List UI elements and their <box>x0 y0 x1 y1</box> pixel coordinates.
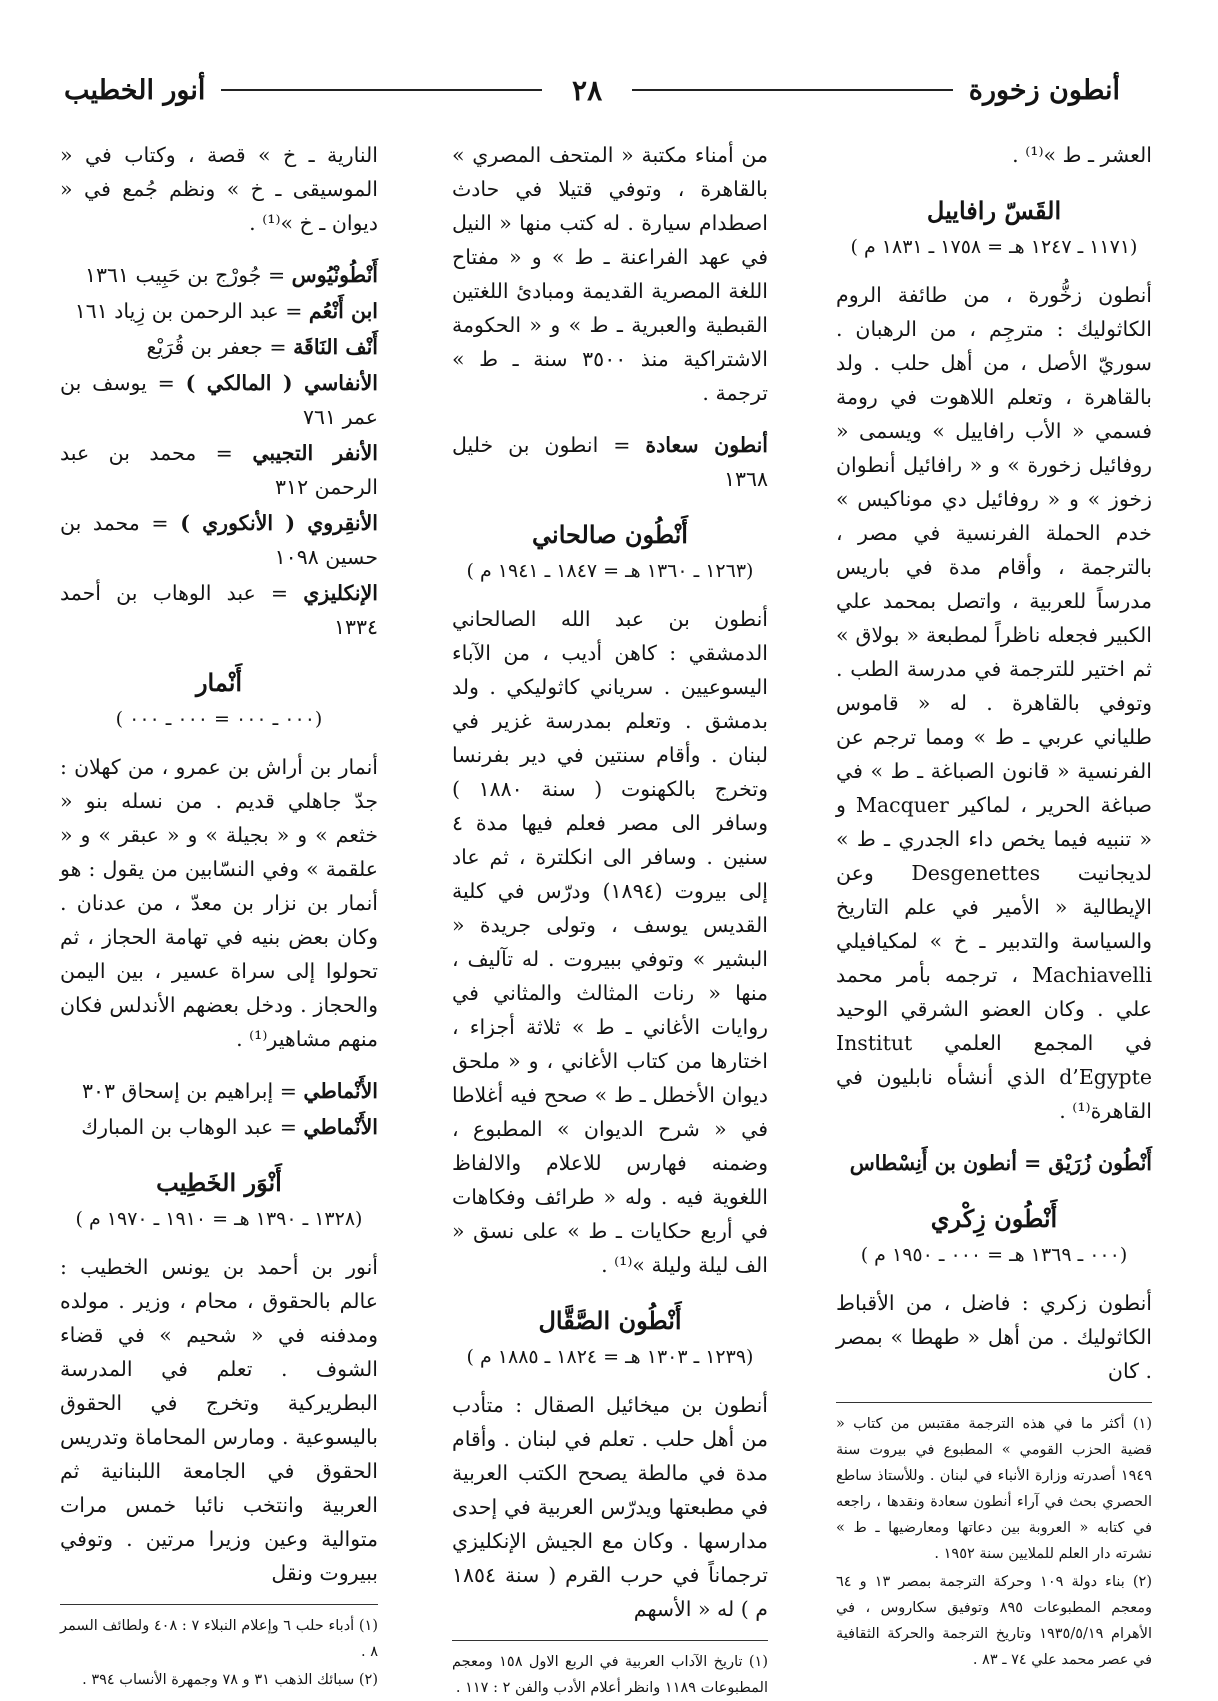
running-header <box>64 70 1120 110</box>
header-rule-left <box>221 89 542 91</box>
cross-reference: ابن أَنْعُم = عبد الرحمن بن زِياد ١٦١ <box>74 299 378 323</box>
column-left <box>60 138 378 1688</box>
cross-reference: أَنْطُونْيُوس = جُورْج بن حَبِيب ١٣٦١ <box>84 263 378 287</box>
cross-reference: الأنفر التجيبي = محمد بن عبد الرحمن ٣١٢ <box>60 441 378 499</box>
carryover-text: العشر ـ ط »⁽¹⁾ . <box>1012 143 1152 167</box>
carryover-text: النارية ـ خ » قصة ، وكتاب في « الموسيقى ـ خ » ونظم جُمع في « ديوان ـ خ »⁽¹⁾ . <box>60 143 378 235</box>
entry-title: أَنْمار <box>195 668 243 697</box>
entry-title: أَنْطُون صالحاني <box>532 520 688 549</box>
cross-reference: الأَنْماطي = إبراهيم بن إسحاق ٣٠٣ <box>81 1079 378 1103</box>
entry-body: أنور بن أحمد بن يونس الخطيب : عالم بالحقوق ، محام ، وزير . مولده ومدفنه في « شحيم » في قضاء الشوف . تعلم في المدرسة البطريركية وتخرج في الحقوق باليسوعية . ومارس المحاماة وتدريس الحقوق في الجامعة اللبنانية ثم العربية وانتخب نائبا خمس مرات متوالية وعين وزيرا مرتين . وتوفي ببيروت ونقل <box>60 1255 378 1585</box>
footnotes <box>836 1402 1152 1673</box>
header-right-title: أنطون زخورة <box>968 74 1120 106</box>
header-rule-right <box>632 89 953 91</box>
cross-reference: الأنقِروي ( الأنكوري ) = محمد بن حسين ١٠٩٨ <box>60 511 378 569</box>
footnote: (١) تاريخ الآداب العربية في الربع الاول ١٥٨ ومعجم المطبوعات ١١٨٩ وانظر أعلام الأدب والفن ٢ : ١١٧ . <box>452 1654 768 1696</box>
footnotes <box>452 1640 768 1701</box>
entry-title: القَسّ رافاييل <box>926 196 1062 225</box>
cross-reference: أَنْف النَاقَة = جعفر بن قُرَيْع <box>146 335 378 359</box>
entry-dates: (١٢٣٩ ـ ١٣٠٣ هـ = ١٨٢٤ ـ ١٨٨٥ م ) <box>466 1346 754 1368</box>
entry-title: أَنْوَر الخَطِيب <box>156 1168 282 1197</box>
entry-body: أنطون زكري : فاضل ، من الأقباط الكاثوليك . من أهل « طهطا » بمصر . كان <box>836 1291 1152 1383</box>
footnote: (١) أكثر ما في هذه الترجمة مقتبس من كتاب « قضية الحزب القومي » المطبوع في بيروت سنة ١٩٤٩ أصدرته وزارة الأنباء في لبنان . وللأستاذ ساطع الحصري بحث في آراء أنطون سعادة ونقدها ، راجعه في كتابه « العروبة بين دعاتها ومعارضيها ـ ط » نشرته دار العلم للملايين سنة ١٩٥٢ . <box>836 1416 1152 1562</box>
page-number: ٢٨ <box>572 73 603 107</box>
cross-reference-list <box>60 258 378 644</box>
entry-body: أنمار بن أراش بن عمرو ، من كهلان : جدّ جاهلي قديم . من نسله بنو « خثعم » و « بجيلة » و « عبقر » و « علقمة » وفي النسّابين من يقول : هو أنمار بن نزار بن معدّ ، من عدنان . وكان بعض بنيه في تهامة الحجاز ، ثم تحولوا إلى سراة عسير ، بين اليمن والحجاز . ودخل بعضهم الأندلس فكان منهم مشاهير⁽¹⁾ . <box>60 755 378 1051</box>
entry-dates: (٠٠٠ ـ ١٣٦٩ هـ = ٠٠٠ ـ ١٩٥٠ م ) <box>860 1244 1128 1266</box>
entry-title: أَنْطُون زِكْري <box>930 1204 1058 1233</box>
footnote: (٢) بناء دولة ١٠٩ وحركة الترجمة بمصر ١٣ و ٦٤ ومعجم المطبوعات ٨٩٥ وتوفيق سكاروس ، في الأهرام ١٩٣٥/٥/١٩ وتاريخ الترجمة والحركة الثقافية في عصر محمد علي ٧٤ ـ ٨٣ . <box>836 1574 1152 1668</box>
entry-dates: (١١٧١ ـ ١٢٤٧ هـ = ١٧٥٨ ـ ١٨٣١ م ) <box>850 236 1138 258</box>
entry-body: أنطون بن عبد الله الصالحاني الدمشقي : كاهن أديب ، من الآباء اليسوعيين . سرياني كاثوليكي . ولد بدمشق . وتعلم بمدرسة غزير في لبنان . وأقام سنتين في دير بفرنسا وتخرج بالكهنوت ( سنة ١٨٨٠ ) وسافر الى مصر فعلم فيها مدة ٤ سنين . وسافر الى انكلترة ، ثم عاد إلى بيروت (١٨٩٤) ودرّس في كلية القديس يوسف ، وتولى جريدة « البشير » وتوفي ببيروت . له تآليف ، منها « رنات المثالث والمثاني في روايات الأغاني ـ ط » ثلاثة أجزاء ، اختارها من كتاب الأغاني ، و « ملحق ديوان الأخطل ـ ط » صحح فيه أغلاطا في « شرح الديوان » المطبوع ، وضمنه فهارس للاعلام والالفاظ اللغوية فيه . وله « طرائف وفكاهات في أربع حكايات ـ ط » على نسق « الف ليلة وليلة »⁽¹⁾ . <box>452 607 769 1277</box>
cross-reference: أَنْطُون زُرَيْق = أنطون بن أَنِسْطاس <box>849 1151 1152 1175</box>
footnotes <box>60 1604 378 1693</box>
entry-dates: (١٣٢٨ ـ ١٣٩٠ هـ = ١٩١٠ ـ ١٩٧٠ م ) <box>75 1208 363 1230</box>
footnote: (٢) سبائك الذهب ٣١ و ٧٨ وجمهرة الأنساب ٣٩٤ . <box>82 1672 378 1688</box>
entry-body: أنطون بن ميخائيل الصقال : متأدب من أهل حلب . تعلم في لبنان . وأقام مدة في مالطة يصحح الكتب العربية في مطبعتها ويدرّس العربية في إحدى مدارسها . وكان مع الجيش الإنكليزي ترجماناً في حرب القرم ( سنة ١٨٥٤ م ) له « الأسهم <box>452 1393 768 1621</box>
cross-reference: الأَنْماطي = عبد الوهاب بن المبارك <box>81 1115 378 1139</box>
cross-reference: الأنفاسي ( المالكي ) = يوسف بن عمر ٧٦١ <box>60 371 378 429</box>
cross-reference: أنطون سعادة = انطون بن خليل ١٣٦٨ <box>452 433 769 491</box>
entry-dates: (٠٠٠ ـ ٠٠٠ = ٠٠٠ ـ ٠٠٠ ) <box>115 708 323 730</box>
footnote: (١) أدباء حلب ٦ وإعلام النبلاء ٧ : ٤٠٨ ولطائف السمر ٨ . <box>60 1618 378 1660</box>
column-middle <box>452 138 769 1696</box>
entry-dates: (١٢٦٣ ـ ١٣٦٠ هـ = ١٨٤٧ ـ ١٩٤١ م ) <box>466 560 754 582</box>
entry-body: أنطون زخُّورة ، من طائفة الروم الكاثوليك : مترجِم ، من الرهبان . سوريّ الأصل ، من أهل حلب . ولد بالقاهرة ، وتعلم اللاهوت في رومة فسمي « الأب رافاييل » ويسمى « روفائيل زخورة » و « رافائيل أنطوان زخوز » و « روفائيل دي موناكيس » خدم الحملة الفرنسية في مصر ، بالترجمة ، وأقام مدة في باريس مدرساً للعربية ، واتصل بمحمد علي الكبير فجعله ناظراً لمطبعة « بولاق » ثم اختير للترجمة في مدرسة الطب . وتوفي بالقاهرة . له « قاموس طلياني عربي ـ ط » ومما ترجم عن الفرنسية « قانون الصباغة ـ ط » في صباغة الحرير ، لماكير Macquer و « تنبيه فيما يخص داء الجدري ـ ط » لديجانيت Desgenettes وعن الإيطالية « الأمير في علم التاريخ والسياسة والتدبير ـ خ » لمكيافيلي Machiavelli ، ترجمه بأمر محمد علي . وكان العضو الشرقي الوحيد في المجمع العلمي Institut d’Egypte الذي أنشأه نابليون في القاهرة⁽¹⁾ . <box>836 283 1152 1123</box>
header-left-title: أنور الخطيب <box>64 74 206 106</box>
column-right <box>836 138 1152 1668</box>
cross-reference: الإنكليزي = عبد الوهاب بن أحمد ١٣٣٤ <box>60 581 378 639</box>
entry-title: أَنْطُون الصَّقَّال <box>538 1306 682 1335</box>
carryover-text: من أمناء مكتبة « المتحف المصري » بالقاهرة ، وتوفي قتيلا في حادث اصطدام سيارة . له كتب منها « النيل في عهد الفراعنة ـ ط » و « مفتاح اللغة المصرية القديمة ومبادئ اللغتين القبطية والعبرية ـ ط » و « الحكومة الاشتراكية منذ ٣٥٠٠ سنة ـ ط » ترجمة . <box>452 143 768 405</box>
cross-reference-list <box>60 1074 378 1144</box>
